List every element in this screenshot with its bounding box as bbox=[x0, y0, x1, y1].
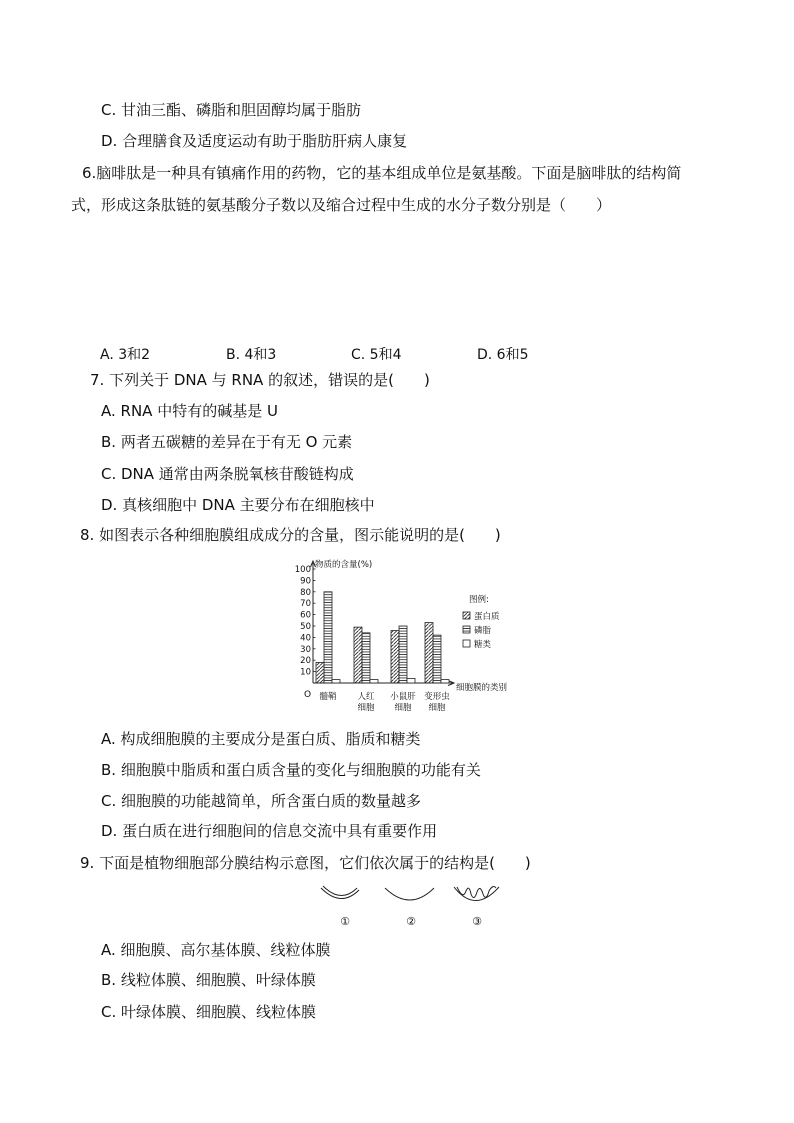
y-tick-label: 80 bbox=[300, 587, 311, 598]
x-axis-label: 细胞膜的类别 bbox=[456, 683, 508, 693]
bar-blank bbox=[332, 680, 340, 683]
legend-label: 磷脂 bbox=[474, 626, 492, 636]
y-axis-label: 物质的含量(%) bbox=[315, 560, 373, 570]
q8-stem: 8. 如图表示各种细胞膜组成成分的含量，图示能说明的是( ) bbox=[80, 526, 501, 544]
membrane-3-folded-inner bbox=[454, 887, 499, 901]
membrane-label-2: ② bbox=[406, 915, 416, 928]
category-label: 人红 bbox=[357, 692, 375, 702]
origin-label: O bbox=[304, 690, 312, 700]
membrane-label-3: ③ bbox=[472, 915, 482, 928]
q8-option-d: D. 蛋白质在进行细胞间的信息交流中具有重要作用 bbox=[101, 822, 438, 840]
bar-horizontal bbox=[324, 592, 332, 683]
q6-stem-line2: 式，形成这条肽链的氨基酸分子数以及缩合过程中生成的水分子数分别是（ ） bbox=[71, 196, 612, 214]
q9-stem: 9. 下面是植物细胞部分膜结构示意图，它们依次属于的结构是( ) bbox=[80, 854, 531, 872]
q6-option-d: D. 6和5 bbox=[477, 347, 529, 363]
q6-option-b: B. 4和3 bbox=[226, 347, 277, 363]
legend-label: 糖类 bbox=[474, 640, 492, 650]
bar-blank bbox=[407, 678, 415, 683]
legend-label: 蛋白质 bbox=[474, 612, 500, 622]
legend-swatch-horizontal bbox=[463, 626, 470, 633]
bar-horizontal bbox=[399, 626, 407, 683]
y-tick-label: 90 bbox=[300, 576, 311, 587]
y-tick-label: 30 bbox=[300, 644, 311, 655]
q6-stem-line1: 6.脑啡肽是一种具有镇痛作用的药物，它的基本组成单位是氨基酸。下面是脑啡肽的结构简 bbox=[82, 164, 682, 182]
q7-option-d: D. 真核细胞中 DNA 主要分布在细胞核中 bbox=[101, 496, 375, 514]
legend-swatch-diagonal bbox=[463, 612, 470, 619]
y-tick-label: 60 bbox=[300, 610, 311, 621]
y-tick-label: 40 bbox=[300, 633, 311, 644]
category-label: 髓鞘 bbox=[319, 692, 337, 702]
q6-option-a: A. 3和2 bbox=[100, 347, 151, 363]
q6-option-c: C. 5和4 bbox=[351, 347, 402, 363]
membrane-composition-chart bbox=[285, 557, 545, 722]
category-label: 变形虫 bbox=[424, 692, 450, 702]
q8-option-c: C. 细胞膜的功能越简单，所含蛋白质的数量越多 bbox=[101, 792, 422, 810]
bar-blank bbox=[441, 680, 449, 683]
bar-blank bbox=[370, 680, 378, 683]
y-tick-label: 20 bbox=[300, 656, 311, 667]
bar-diagonal bbox=[391, 631, 399, 683]
y-tick-label: 100 bbox=[294, 565, 311, 575]
q5-option-d: D. 合理膳食及适度运动有助于脂肪肝病人康复 bbox=[101, 132, 408, 150]
category-label: 小鼠肝 bbox=[390, 692, 416, 702]
category-label: 细胞 bbox=[394, 703, 412, 713]
bar-diagonal bbox=[316, 662, 324, 683]
q7-option-c: C. DNA 通常由两条脱氧核苷酸链构成 bbox=[101, 465, 354, 483]
q9-option-a: A. 细胞膜、高尔基体膜、线粒体膜 bbox=[101, 941, 331, 959]
y-tick-label: 70 bbox=[300, 599, 311, 610]
q8-option-b: B. 细胞膜中脂质和蛋白质含量的变化与细胞膜的功能有关 bbox=[101, 761, 481, 779]
q5-option-c: C. 甘油三酯、磷脂和胆固醇均属于脂肪 bbox=[101, 101, 362, 119]
membrane-1-double-curve bbox=[321, 886, 359, 899]
q7-option-b: B. 两者五碳糖的差异在于有无 O 元素 bbox=[101, 433, 353, 451]
bar-diagonal bbox=[354, 627, 362, 683]
category-label: 细胞 bbox=[428, 703, 446, 713]
bar-horizontal bbox=[362, 633, 370, 683]
membrane-label-1: ① bbox=[340, 915, 350, 928]
category-label: 细胞 bbox=[357, 703, 375, 713]
q7-option-a: A. RNA 中特有的碱基是 U bbox=[101, 402, 278, 420]
q9-option-b: B. 线粒体膜、细胞膜、叶绿体膜 bbox=[101, 971, 316, 989]
bar-diagonal bbox=[425, 623, 433, 683]
q8-option-a: A. 构成细胞膜的主要成分是蛋白质、脂质和糖类 bbox=[101, 730, 421, 748]
membrane-2-single-curve bbox=[385, 888, 434, 900]
q7-stem: 7. 下列关于 DNA 与 RNA 的叙述，错误的是( ) bbox=[90, 371, 430, 389]
y-tick-label: 10 bbox=[300, 667, 311, 678]
bar-horizontal bbox=[433, 635, 441, 683]
q9-option-c: C. 叶绿体膜、细胞膜、线粒体膜 bbox=[101, 1003, 317, 1021]
y-tick-label: 50 bbox=[300, 622, 311, 632]
legend-title: 图例: bbox=[469, 595, 489, 605]
legend-swatch-blank bbox=[463, 640, 470, 647]
membrane-diagram bbox=[313, 882, 513, 928]
